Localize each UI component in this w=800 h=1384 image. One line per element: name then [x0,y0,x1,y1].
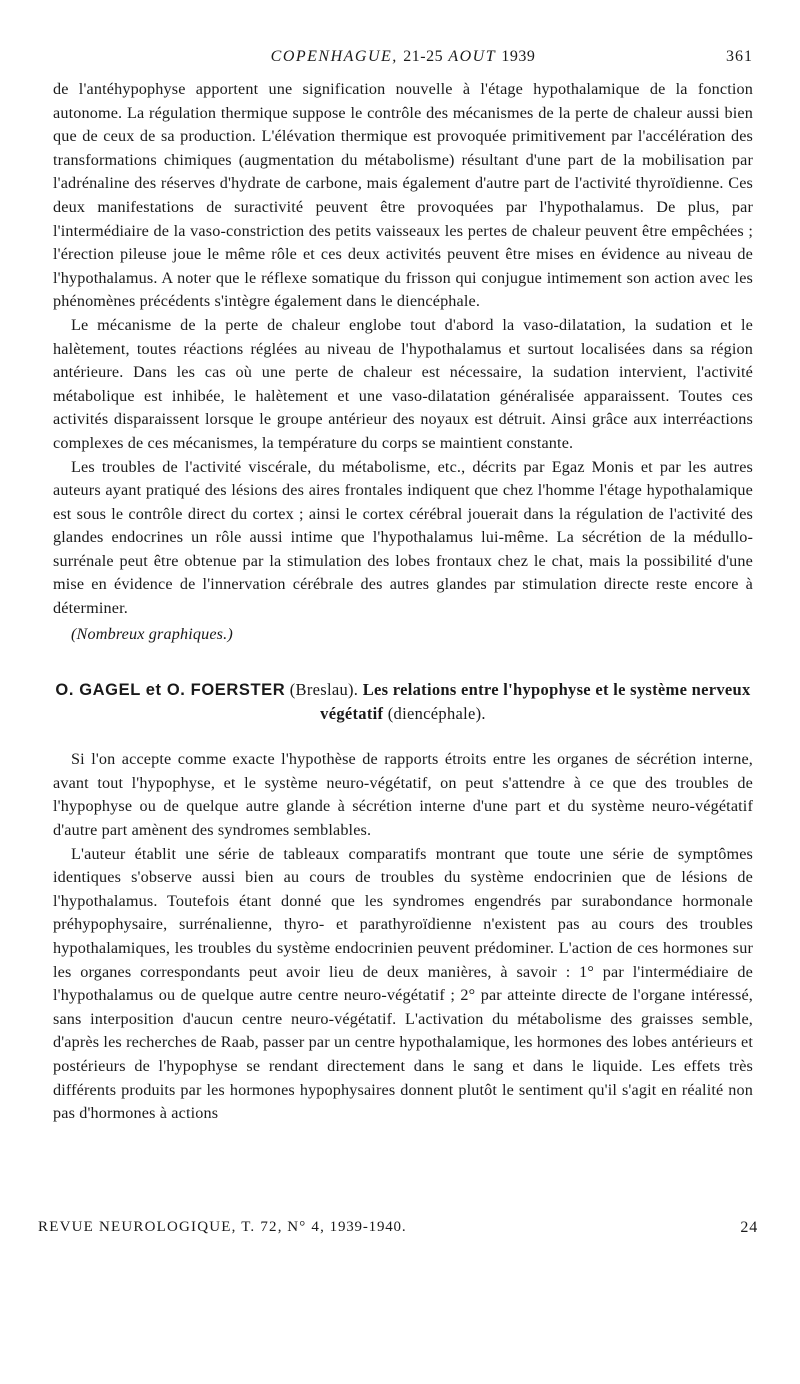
header-city: COPENHAGUE, [270,48,398,65]
footer-issue: N° 4, [287,1219,326,1235]
footer-volume: T. 72, [241,1219,283,1235]
article-heading [53,678,753,726]
section-gap [53,726,753,748]
article-title-paren: (diencéphale). [387,704,486,724]
article-city: (Breslau). [289,680,359,700]
body-paragraph-3: Les troubles de l'activité viscérale, du métabolisme, etc., décrits par Egaz Monis et par les autres auteurs ayant pratiqué des lésions des aires frontales indiquent que chez l'homme l'étage hypothalamique est sous le contrôle direct du cortex ; ainsi le cortex cérébral jouerait dans la régulation de l'activité des glandes endocrines un rôle aussi intime que l'hypothalamus lui-même. La sécrétion de la médullo-surrénale peut être obtenue par la stimulation des lobes frontaux chez le chat, mais la possibilité d'une mise en évidence de l'innervation cérébrale des autres glandes par stimulation directe reste encore à déterminer. [53,457,753,618]
running-head [53,44,753,78]
running-head-title [53,48,753,66]
header-dates: 21-25 [403,48,444,65]
signature-mark: 24 [740,1219,758,1236]
article-authors: O. GAGEL et O. FOERSTER [55,681,286,700]
header-month: AOUT [448,48,496,65]
journal-page [53,44,753,1374]
footer-journal: REVUE NEUROLOGIQUE, [38,1219,237,1235]
figure-note: (Nombreux graphiques.) [71,624,233,643]
article-paragraph-2: L'auteur établit une série de tableaux comparatifs montrant que toute une série de symptômes identiques s'observe aussi bien au cours de troubles du système endocrinien que de lésions de l'hypothalamus. Toutefois étant donné que les syndromes engendrés par surabondance hormonale préhypophysaire, surrénalienne, thyro- et parathyroïdienne n'existent pas au cours des troubles hypothalamiques, les troubles du système endocrinien peuvent prédominer. L'action de ces hormones sur les organes correspondants peut avoir lieu de deux manières, à savoir : 1° par l'intermédiaire de l'hypothalamus ou de quelque autre centre neuro-végétatif ; 2° par atteinte directe de l'organe intéressé, sans interposition d'aucun centre neuro-végétatif. L'activation du métabolisme des graisses semble, d'après les recherches de Raab, passer par un centre hypothalamique, les hormones des lobes antérieurs et postérieurs de l'hypophyse se rendant directement dans le sang et dans le liquide. Les effets très différents produits par les hormones hypophysaires donnent plutôt le sentiment qu'il s'agit en réalité non pas d'hormones à actions [53,844,753,1123]
article-paragraph-1: Si l'on accepte comme exacte l'hypothèse de rapports étroits entre les organes de sécrétion interne, avant tout l'hypophyse, et le système neuro-végétatif, on peut s'attendre à ce que des troubles de l'hypophyse ou de quelque autre glande à sécrétion interne d'une part et du système neuro-végétatif d'autre part amènent des syndromes semblables. [53,750,753,840]
body-paragraph-2: Le mécanisme de la perte de chaleur englobe tout d'abord la vaso-dilatation, la sudation et le halètement, toutes réactions réglées au niveau de l'hypothalamus et surtout localisées dans sa région antérieure. Dans les cas où une perte de chaleur est nécessaire, la sudation intervient, l'activité métabolique est inhibée, le halètement et une vaso-dilatation généralisée apparaissent. Toutes ces activités disparaissent lorsque le groupe antérieur des noyaux est détruit. Ainsi grâce aux interréactions complexes de ces mécanismes, la température du corps se maintient constante. [53,315,753,452]
body-paragraph-1: de l'antéhypophyse apportent une signification nouvelle à l'étage hypothalamique de la fonction autonome. La régulation thermique suppose le contrôle des mécanismes de la perte de chaleur aussi bien que de ceux de sa production. L'élévation thermique est provoquée primitivement par l'accélération des transformations chimiques (augmentation du métabolisme) résultant d'une part de la mobilisation par l'adrénaline des réserves d'hydrate de carbone, mais également d'autre part de l'activité thyroïdienne. Ces deux manifestations de suractivité peuvent être provoquées par l'hypothalamus. De plus, par l'intermédiaire de la vaso-constriction des petits vaisseaux les pertes de chaleur peuvent être empêchées ; l'érection pileuse joue le même rôle et ces deux activités peuvent être mises en évidence au niveau de l'hypothalamus. A noter que le réflexe somatique du frisson qui conjugue intimement son action avec les phénomènes précédents s'intègre également dans le diencéphale. [53,80,753,311]
article-title: Les relations entre l'hypophyse et le système nerveux végétatif [320,680,751,724]
page-number: 361 [726,48,753,65]
footer-years: 1939-1940. [329,1219,407,1235]
page-footer [38,1219,758,1236]
header-year: 1939 [501,48,536,65]
